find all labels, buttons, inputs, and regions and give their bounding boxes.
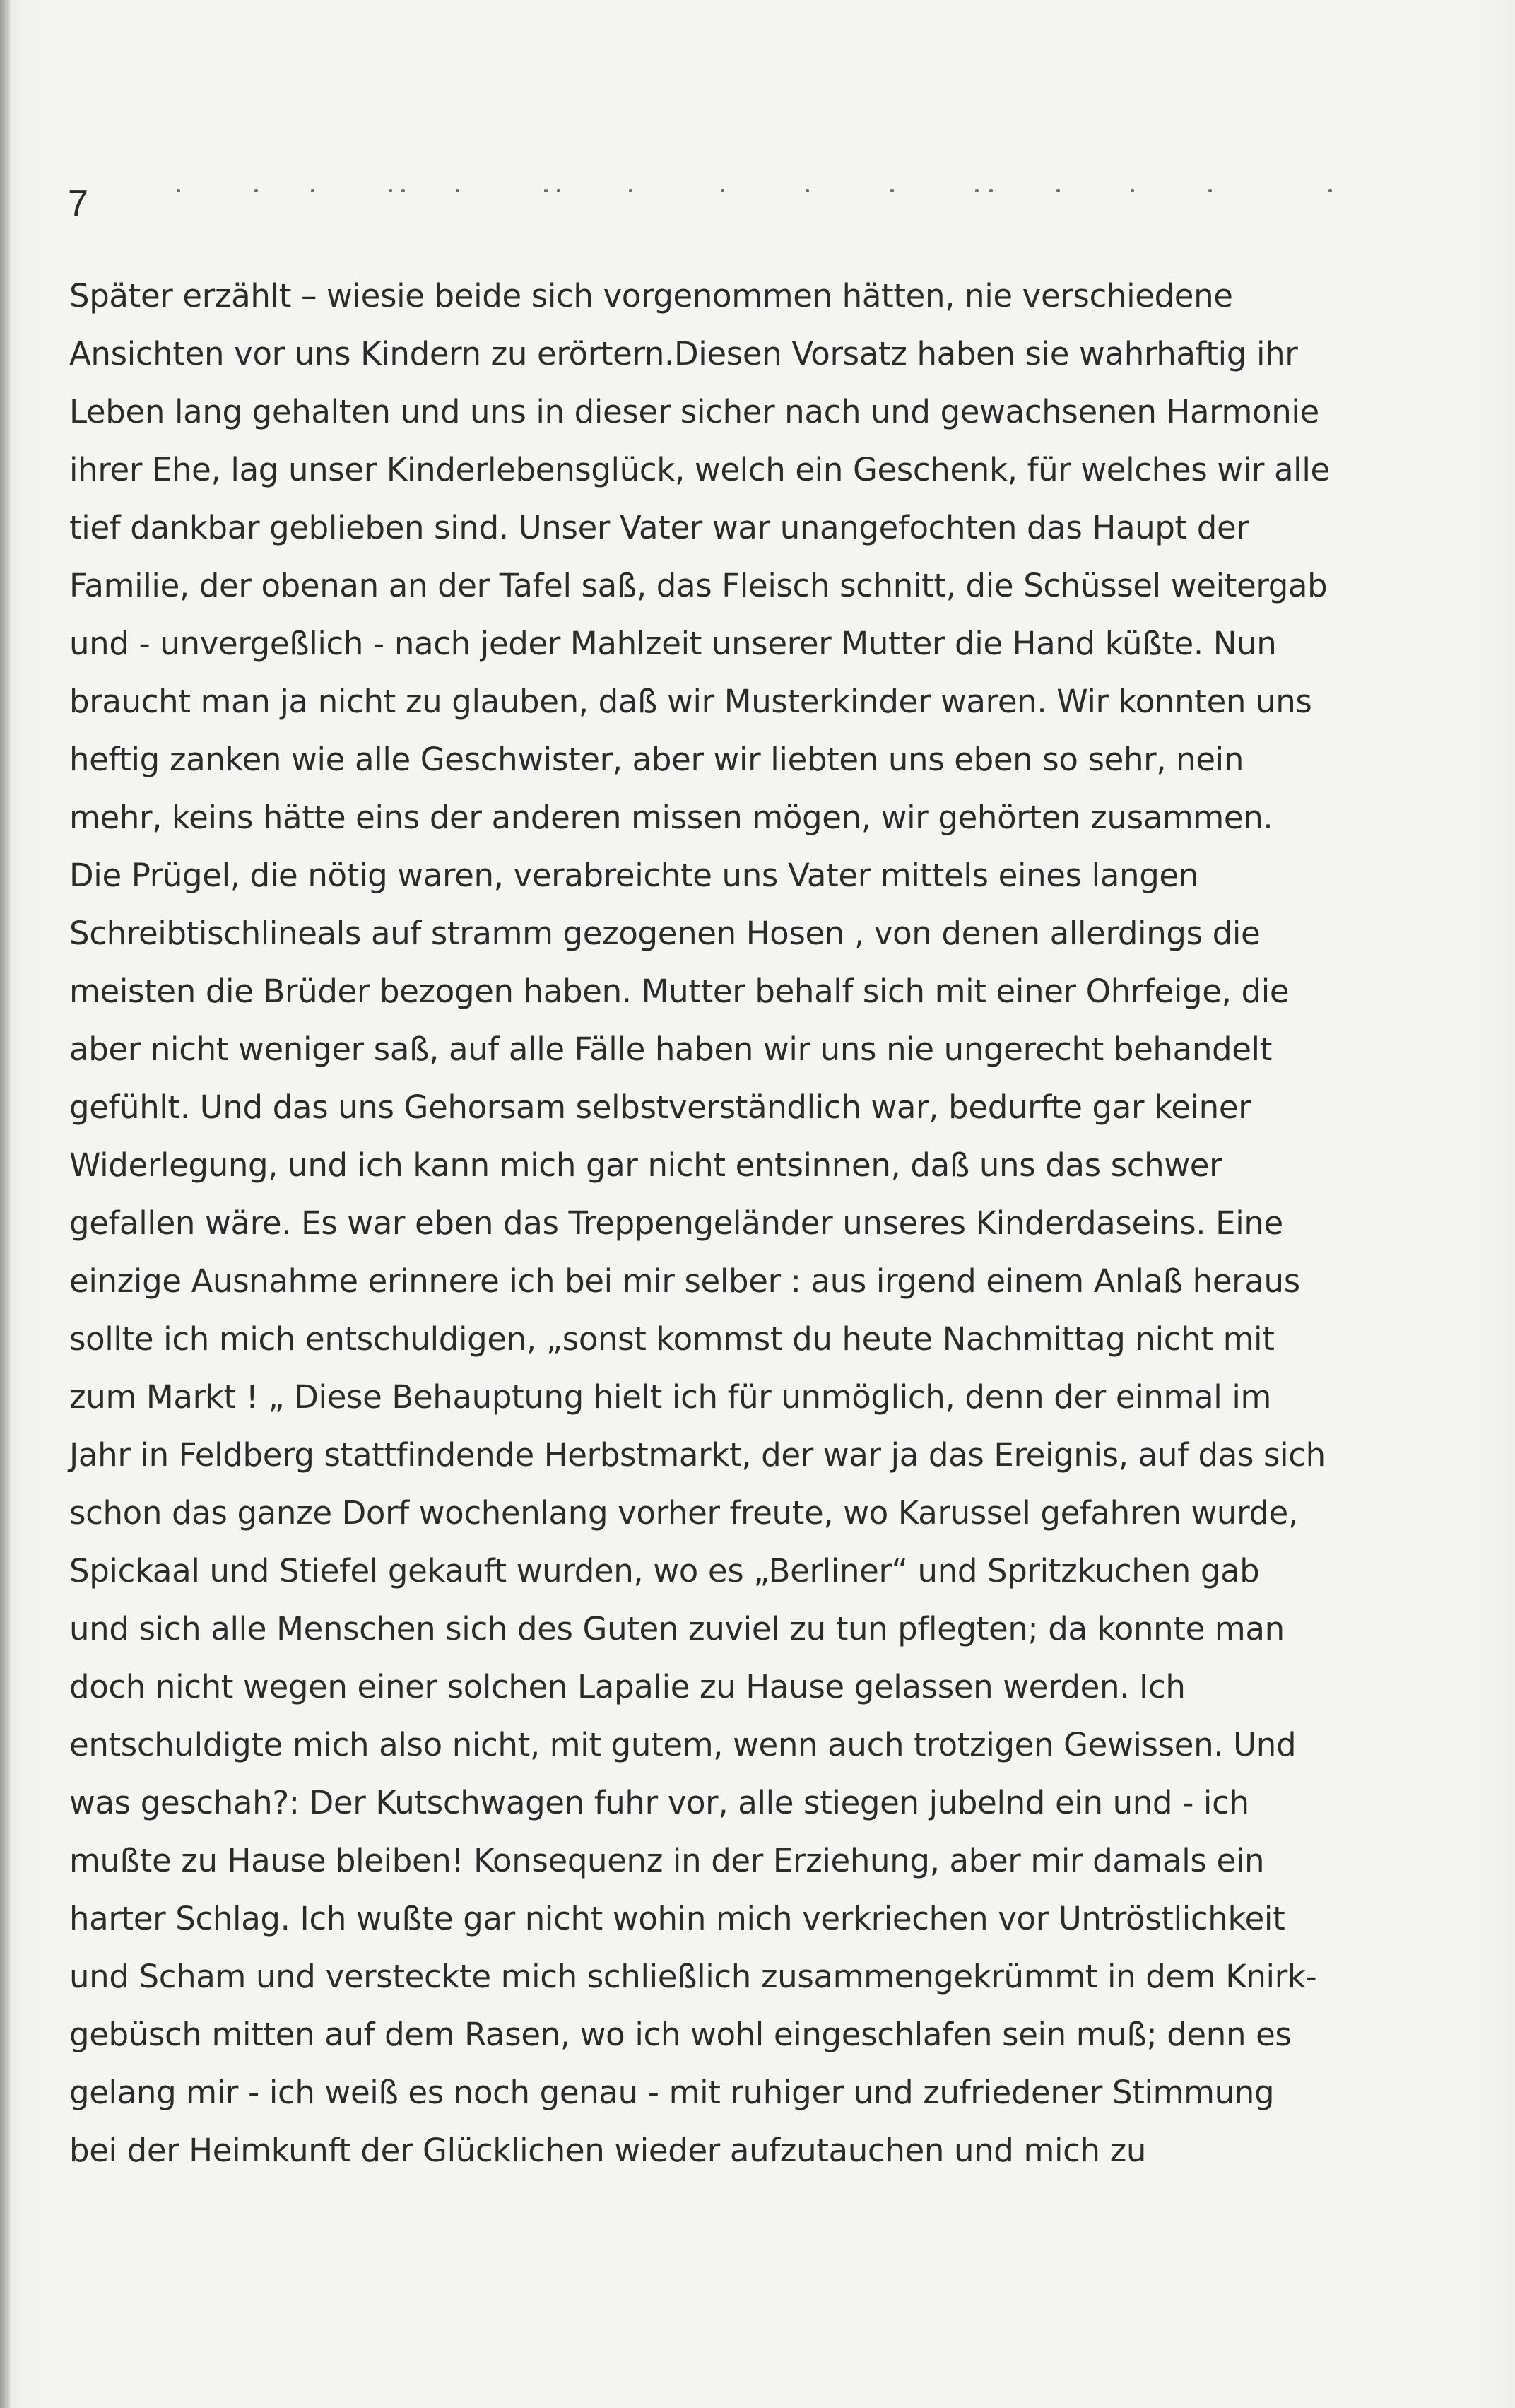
text-line: schon das ganze Dorf wochenlang vorher freute, wo Karussel gefahren wurde,	[69, 1494, 1298, 1532]
text-line: Widerlegung, und ich kann mich gar nicht entsinnen, daß uns das schwer	[69, 1146, 1222, 1184]
text-line: Später erzählt – wiesie beide sich vorgenommen hätten, nie verschiedene	[69, 277, 1233, 315]
text-line: Die Prügel, die nötig waren, verabreichte uns Vater mittels eines langen	[69, 857, 1198, 894]
text-line: harter Schlag. Ich wußte gar nicht wohin mich verkriechen vor Untröstlichkeit	[69, 1900, 1285, 1937]
text-line: Spickaal und Stiefel gekauft wurden, wo es „Berliner“ und Spritzkuchen gab	[69, 1552, 1260, 1590]
body-text	[69, 267, 1468, 2180]
text-line: doch nicht wegen einer solchen Lapalie zu Hause gelassen werden. Ich	[69, 1668, 1186, 1705]
text-line: bei der Heimkunft der Glücklichen wieder aufzutauchen und mich zu	[69, 2132, 1147, 2169]
text-line: entschuldigte mich also nicht, mit gutem, wenn auch trotzigen Gewissen. Und	[69, 1726, 1297, 1763]
text-line: und sich alle Menschen sich des Guten zuviel zu tun pflegten; da konnte man	[69, 1610, 1285, 1648]
text-line: tief dankbar geblieben sind. Unser Vater war unangefochten das Haupt der	[69, 509, 1249, 546]
text-line: braucht man ja nicht zu glauben, daß wir Musterkinder waren. Wir konnten uns	[69, 683, 1312, 720]
text-line: meisten die Brüder bezogen haben. Mutter behalf sich mit einer Ohrfeige, die	[69, 973, 1290, 1010]
text-line: aber nicht weniger saß, auf alle Fälle haben wir uns nie ungerecht behandelt	[69, 1030, 1272, 1068]
text-line: ihrer Ehe, lag unser Kinderlebensglück, welch ein Geschenk, für welches wir alle	[69, 451, 1330, 488]
text-line: zum Markt ! „ Diese Behauptung hielt ich für unmöglich, denn der einmal im	[69, 1378, 1271, 1416]
text-line: mußte zu Hause bleiben! Konsequenz in der Erziehung, aber mir damals ein	[69, 1842, 1265, 1879]
text-line: was geschah?: Der Kutschwagen fuhr vor, alle stiegen jubelnd ein und - ich	[69, 1784, 1249, 1821]
text-line: gebüsch mitten auf dem Rasen, wo ich wohl eingeschlafen sein muß; denn es	[69, 2016, 1292, 2053]
text-line: gefühlt. Und das uns Gehorsam selbstverständlich war, bedurfte gar keiner	[69, 1088, 1251, 1126]
page-number: 7	[68, 183, 88, 224]
binding-shadow	[0, 0, 10, 2408]
text-line: Leben lang gehalten und uns in dieser sicher nach und gewachsenen Harmonie	[69, 393, 1319, 430]
text-line: gelang mir - ich weiß es noch genau - mit ruhiger und zufriedener Stimmung	[69, 2074, 1275, 2111]
text-line: mehr, keins hätte eins der anderen missen mögen, wir gehörten zusammen.	[69, 799, 1273, 836]
text-line: heftig zanken wie alle Geschwister, aber wir liebten uns eben so sehr, nein	[69, 741, 1244, 778]
text-line: Ansichten vor uns Kindern zu erörtern.Diesen Vorsatz haben sie wahrhaftig ihr	[69, 335, 1298, 372]
text-line: Schreibtischlineals auf stramm gezogenen Hosen , von denen allerdings die	[69, 915, 1261, 952]
text-line: gefallen wäre. Es war eben das Treppengeländer unseres Kinderdaseins. Eine	[69, 1204, 1283, 1242]
text-line: Jahr in Feldberg stattfindende Herbstmarkt, der war ja das Ereignis, auf das sich	[69, 1436, 1326, 1474]
text-line: einzige Ausnahme erinnere ich bei mir selber : aus irgend einem Anlaß heraus	[69, 1262, 1300, 1300]
text-line: Familie, der obenan an der Tafel saß, das Fleisch schnitt, die Schüssel weitergab	[69, 567, 1328, 604]
text-line: und - unvergeßlich - nach jeder Mahlzeit unserer Mutter die Hand küßte. Nun	[69, 625, 1277, 662]
text-line: und Scham und versteckte mich schließlich zusammengekrümmt in dem Knirk-	[69, 1958, 1317, 1995]
text-line: sollte ich mich entschuldigen, „sonst kommst du heute Nachmittag nicht mit	[69, 1320, 1275, 1358]
header-scan-specks	[177, 189, 1336, 198]
